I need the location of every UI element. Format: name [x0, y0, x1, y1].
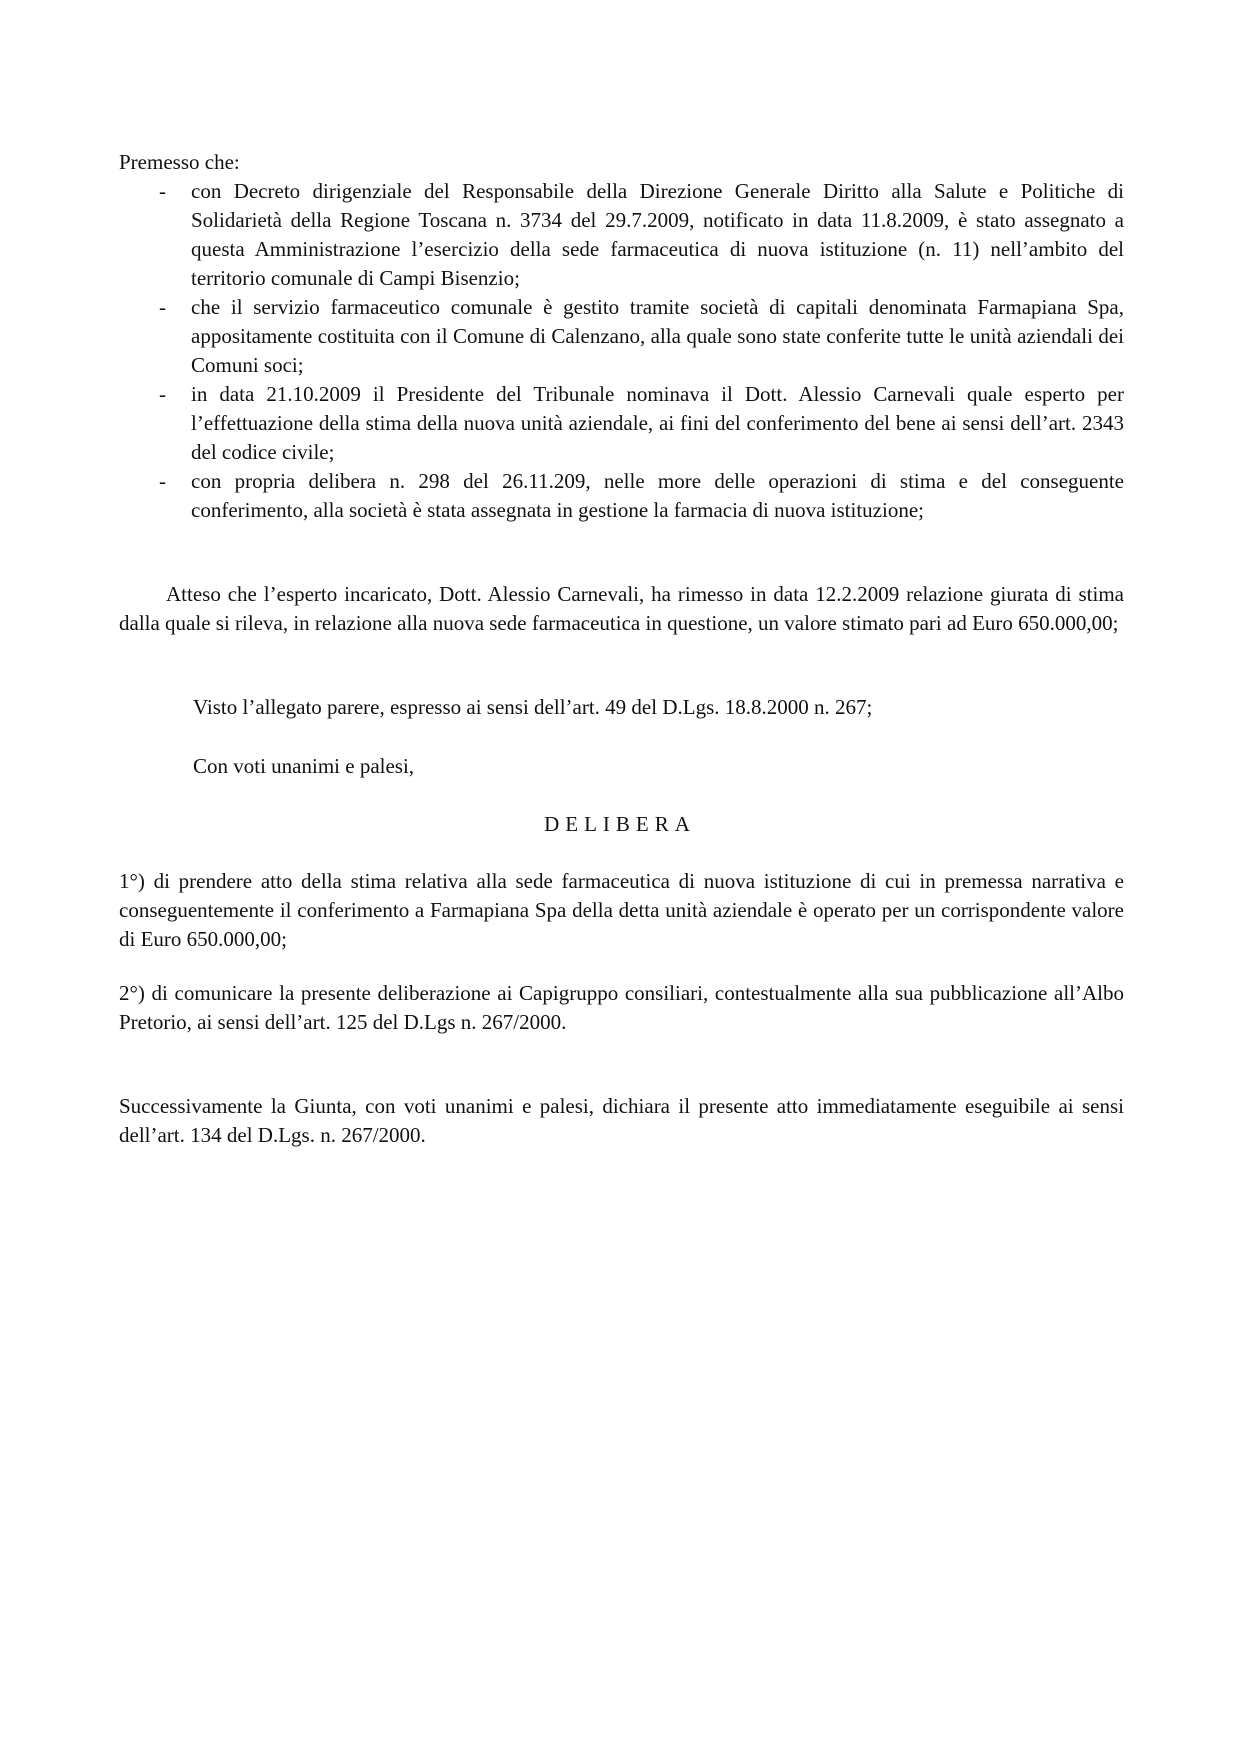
list-dash: - — [159, 382, 166, 406]
list-dash: - — [159, 295, 166, 319]
premesso-item-text: con Decreto dirigenziale del Responsabile della Direzione Generale Diritto alla Salute e Politiche di Solidarietà della Regione Toscana n. 3734 del 29.7.2009, notificato in data 11.8.2009, è stato assegnato a questa Amministrazione l’esercizio della sede farmaceutica di nuova istituzione (n. 11) nell’ambito del territorio comunale di Campi Bisenzio; — [191, 179, 1124, 290]
premesso-section — [119, 148, 1124, 525]
list-dash: - — [159, 179, 166, 203]
premesso-list — [119, 177, 1124, 525]
premesso-item-text: che il servizio farmaceutico comunale è gestito tramite società di capitali denominata Farmapiana Spa, appositamente costituita con il Comune di Calenzano, alla quale sono state conferite tutte le unità aziendali dei Comuni soci; — [191, 295, 1124, 377]
voti-paragraph: Con voti unanimi e palesi, — [193, 754, 415, 778]
successivamente-paragraph: Successivamente la Giunta, con voti unanimi e palesi, dichiara il presente atto immediatamente eseguibile ai sensi dell’art. 134 del D.Lgs. n. 267/2000. — [119, 1094, 1124, 1147]
list-dash: - — [159, 469, 166, 493]
premesso-item — [119, 380, 1124, 467]
premesso-item — [119, 293, 1124, 380]
premesso-item-text: in data 21.10.2009 il Presidente del Tribunale nominava il Dott. Alessio Carnevali quale esperto per l’effettuazione della stima della nuova unità aziendale, ai fini del conferimento del bene ai sensi dell’art. 2343 del codice civile; — [191, 382, 1124, 464]
delibera-heading: DELIBERA — [544, 812, 696, 836]
atteso-paragraph: Atteso che l’esperto incaricato, Dott. Alessio Carnevali, ha rimesso in data 12.2.2009 relazione giurata di stima dalla quale si rileva, in relazione alla nuova sede farmaceutica in questione, un valore stimato pari ad Euro 650.000,00; — [119, 582, 1124, 635]
delibera-point-1: 1°) di prendere atto della stima relativa alla sede farmaceutica di nuova istituzione di cui in premessa narrativa e conseguentemente il conferimento a Farmapiana Spa della detta unità aziendale è operato per un corrispondente valore di Euro 650.000,00; — [119, 869, 1124, 951]
premesso-item — [119, 177, 1124, 293]
premesso-item — [119, 467, 1124, 525]
visto-paragraph: Visto l’allegato parere, espresso ai sensi dell’art. 49 del D.Lgs. 18.8.2000 n. 267; — [193, 695, 873, 719]
delibera-point-2: 2°) di comunicare la presente deliberazione ai Capigruppo consiliari, contestualmente alla sua pubblicazione all’Albo Pretorio, ai sensi dell’art. 125 del D.Lgs n. 267/2000. — [119, 981, 1124, 1034]
premesso-item-text: con propria delibera n. 298 del 26.11.209, nelle more delle operazioni di stima e del conseguente conferimento, alla società è stata assegnata in gestione la farmacia di nuova istituzione; — [191, 469, 1124, 522]
premesso-heading: Premesso che: — [119, 150, 240, 174]
